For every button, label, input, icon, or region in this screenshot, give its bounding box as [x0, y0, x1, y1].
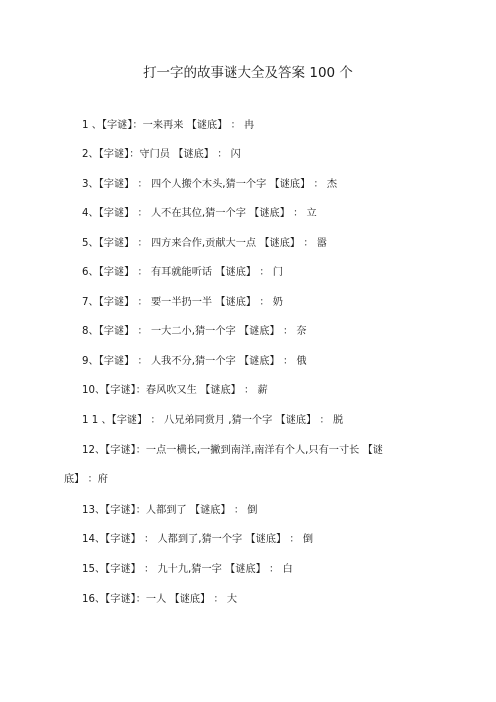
- riddle-text: 1 、【字谜】：一来再来 【谜底】 ： 冉: [82, 120, 255, 131]
- riddle-text: 7、【字谜】 ： 要一半扔一半 【谜底】 ： 奶: [82, 297, 283, 308]
- riddle-text: 16、【字谜】：一人 【谜底】 ： 大: [82, 594, 238, 605]
- riddle-text: 12、【字谜】：一点一横长,一撇到南洋,南洋有个人,只有一寸长 【谜: [82, 445, 383, 456]
- document-title: 打一字的故事谜大全及答案 100 个: [143, 65, 353, 81]
- riddle-text: 14、【字谜】 ： 人都到了,猜一个字 【谜底】 ： 倒: [82, 534, 314, 545]
- riddle-text-continued: 底】 ：府: [64, 474, 108, 485]
- riddle-text: 15、【字谜】 ： 九十九,猜一字 【谜底】 ： 白: [82, 564, 293, 575]
- riddle-text: 9、【字谜】 ： 人我不分,猜一个字 【谜底】 ： 俄: [82, 356, 307, 367]
- riddle-text: 8、【字谜】 ： 一大二小,猜一个字 【谜底】 ： 奈: [82, 326, 307, 337]
- riddle-text: 13、【字谜】：人都到了 【谜底】 ： 倒: [82, 505, 258, 516]
- riddle-text: 6、【字谜】 ： 有耳就能听话 【谜底】 ： 门: [82, 267, 283, 278]
- riddle-text: 1 1 、【字谜】 ： 八兄弟同赏月 ,猜一个字 【谜底】 ： 脱: [82, 415, 344, 426]
- riddle-text: 5、【字谜】 ： 四方来合作,贡献大一点 【谜底】 ： 嚣: [82, 238, 327, 249]
- riddle-text: 2、【字谜】：守门员 【谜底】 ： 闪: [82, 149, 241, 160]
- riddle-text: 3、【字谜】 ： 四个人搬个木头,猜一个字 【谜底】 ： 杰: [82, 179, 338, 190]
- riddle-text: 4、【字谜】 ： 人不在其位,猜一个字 【谜底】 ： 立: [82, 208, 317, 219]
- riddle-text: 10、【字谜】：春风吹又生 【谜底】 ： 薪: [82, 385, 268, 396]
